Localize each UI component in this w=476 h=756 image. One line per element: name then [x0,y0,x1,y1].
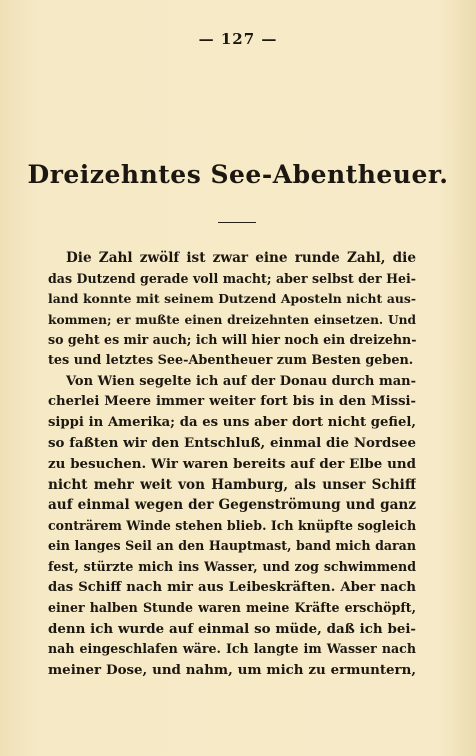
text-line: conträrem Winde stehen blieb. Ich knüpfte sogleich [48,517,416,533]
title-divider [218,222,256,223]
text-line: cherlei Meere immer weiter fort bis in den Missi- [48,394,416,410]
text-line: einer halben Stunde waren meine Kräfte erschöpft, [48,600,416,616]
text-line: so geht es mir auch; ich will hier noch ein dreizehn- [48,332,416,348]
text-line: fest, stürzte mich ins Wasser, und zog schwimmend [48,558,416,574]
body-text [48,248,416,680]
text-line: Von Wien segelte ich auf der Donau durch man- [66,373,416,389]
text-line: Die Zahl zwölf ist zwar eine runde Zahl, die [66,250,416,266]
text-line: tes und letztes See-Abentheuer zum Besten geben. [48,352,414,368]
text-line: sippi in Amerika; da es uns aber dort nicht gefiel, [48,414,416,430]
text-line: kommen; er mußte einen dreizehnten einsetzen. Und [48,312,416,327]
chapter-title: Dreizehntes See-Abentheuer. [27,160,449,189]
text-line: das Dutzend gerade voll macht; aber selbst der Hei- [48,270,416,286]
text-line: nicht mehr weit von Hamburg, als unser Schiff [48,476,416,493]
text-line: denn ich wurde auf einmal so müde, daß ich bei- [48,620,416,637]
text-line: zu besuchen. Wir waren bereits auf der Elbe und [48,455,416,472]
text-line: auf einmal wegen der Gegenströmung und ganz [48,497,416,514]
page-number: — 127 — [198,30,278,48]
text-line: das Schiff nach mir aus Leibeskräften. Aber nach [48,579,416,595]
paragraph-2 [48,372,416,681]
text-line: ein langes Seil an den Hauptmast, band mich daran [48,538,416,554]
text-line: meiner Dose, und nahm, um mich zu ermuntern, [48,661,416,678]
paragraph-1 [48,248,416,372]
text-line: nah eingeschlafen wäre. Ich langte im Wasser nach [48,641,416,657]
text-line: land konnte mit seinem Dutzend Aposteln nicht aus- [48,291,416,307]
text-line: so faßten wir den Entschluß, einmal die Nordsee [48,435,416,452]
